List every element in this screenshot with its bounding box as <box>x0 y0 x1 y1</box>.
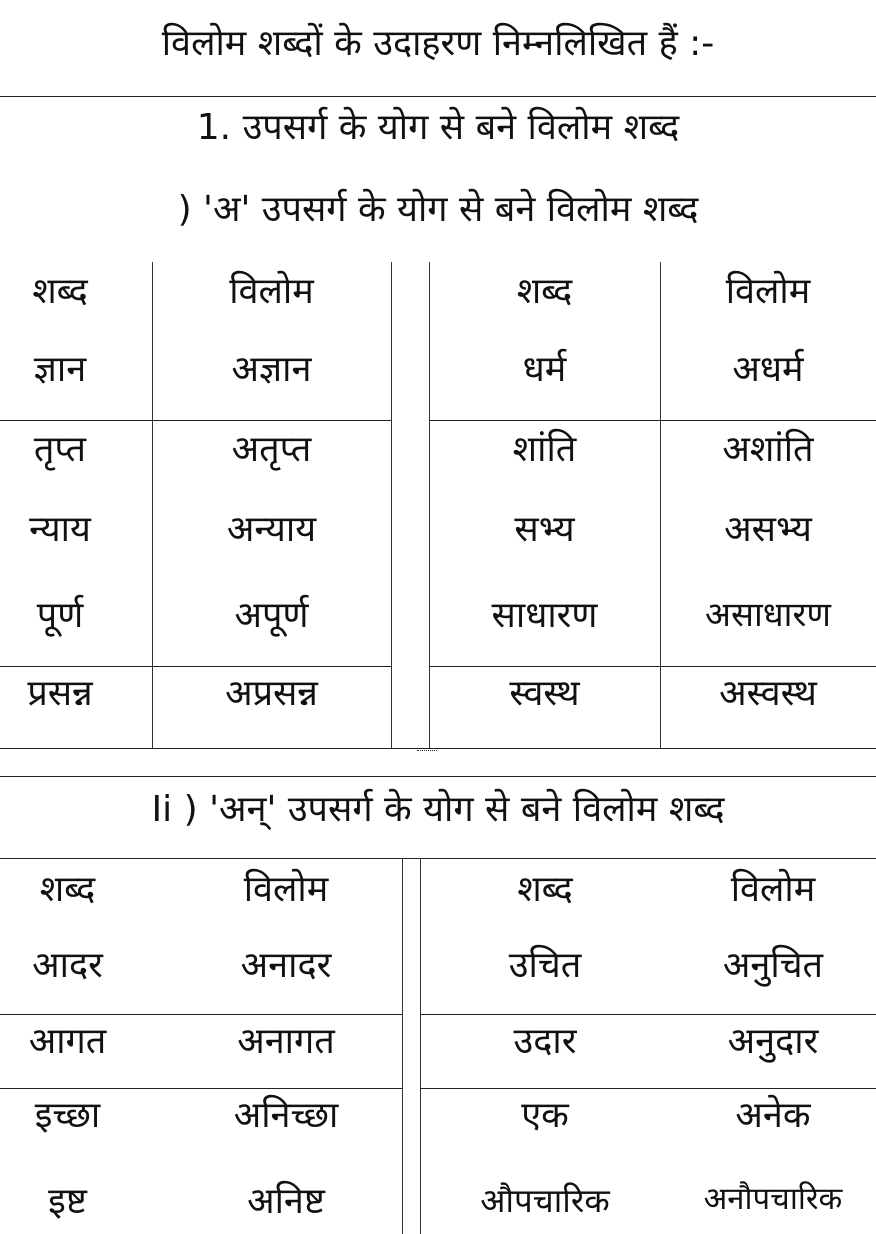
table-cell: सभ्य <box>514 509 575 550</box>
table-divider <box>0 420 391 421</box>
table-cell: उदार <box>513 1021 577 1062</box>
table-cell: अनेक <box>735 1095 811 1136</box>
table-divider <box>429 666 876 667</box>
divider <box>0 858 876 859</box>
table-divider <box>402 858 403 1234</box>
table-cell: अनिच्छा <box>233 1095 339 1136</box>
page-title: विलोम शब्दों के उदाहरण निम्नलिखित हैं :- <box>161 23 715 64</box>
table-1-header-word: शब्द <box>32 271 88 312</box>
table-cell: अतृप्त <box>231 429 312 470</box>
table-2-header-word: शब्द <box>517 869 573 910</box>
table-cell: असभ्य <box>724 509 812 550</box>
table-cell: अधर्म <box>732 349 804 390</box>
table-divider <box>420 1014 876 1015</box>
table-cell: प्रसन्न <box>27 673 93 714</box>
table-cell: अनुचित <box>722 945 824 986</box>
table-1-header-antonym: विलोम <box>229 271 314 312</box>
table-cell: अपूर्ण <box>234 595 309 636</box>
section-2-heading: Ii ) 'अन्' उपसर्ग के योग से बने विलोम शब्द <box>151 789 725 830</box>
table-cell: इष्ट <box>48 1181 87 1222</box>
table-2-header-word: शब्द <box>39 869 96 910</box>
table-cell: उचित <box>508 945 582 986</box>
table-cell: अन्याय <box>226 509 317 550</box>
table-cell: अनागत <box>237 1021 335 1062</box>
table-cell: असाधारण <box>705 595 831 635</box>
table-cell: साधारण <box>491 595 598 636</box>
divider <box>0 96 876 97</box>
table-cell: अज्ञान <box>231 349 312 390</box>
table-cell: औपचारिक <box>480 1181 610 1220</box>
table-2-header-antonym: विलोम <box>730 869 816 910</box>
table-divider <box>0 1014 402 1015</box>
table-cell: इच्छा <box>34 1095 101 1136</box>
table-cell: आगत <box>28 1021 107 1062</box>
table-divider <box>391 262 392 748</box>
table-1-header-antonym: विलोम <box>725 271 811 312</box>
table-cell: ज्ञान <box>33 349 87 390</box>
dotted-mark <box>417 750 437 751</box>
table-cell: अनिष्ट <box>247 1181 325 1222</box>
section-1-heading: 1. उपसर्ग के योग से बने विलोम शब्द <box>196 107 680 148</box>
divider <box>0 776 876 777</box>
table-cell: स्वस्थ <box>509 673 580 714</box>
table-cell: धर्म <box>522 349 567 390</box>
table-cell: न्याय <box>29 509 91 550</box>
table-cell: अप्रसन्न <box>225 673 318 714</box>
table-divider <box>0 748 876 749</box>
table-divider <box>0 1088 402 1089</box>
table-1-header-word: शब्द <box>516 271 573 312</box>
table-divider <box>429 420 876 421</box>
table-cell: आदर <box>32 945 103 986</box>
table-cell: पूर्ण <box>36 595 84 636</box>
table-cell: अनौपचारिक <box>703 1181 843 1217</box>
table-divider <box>0 666 391 667</box>
table-2-header-antonym: विलोम <box>243 869 329 910</box>
table-cell: शांति <box>512 429 577 470</box>
section-1-subheading: ) 'अ' उपसर्ग के योग से बने विलोम शब्द <box>177 189 699 230</box>
table-cell: अनादर <box>240 945 332 986</box>
table-cell: एक <box>521 1095 569 1136</box>
table-cell: अशांति <box>722 429 814 470</box>
table-cell: अनुदार <box>727 1021 819 1062</box>
table-cell: तृप्त <box>33 429 87 470</box>
table-cell: अस्वस्थ <box>719 673 817 714</box>
table-divider <box>420 1088 876 1089</box>
